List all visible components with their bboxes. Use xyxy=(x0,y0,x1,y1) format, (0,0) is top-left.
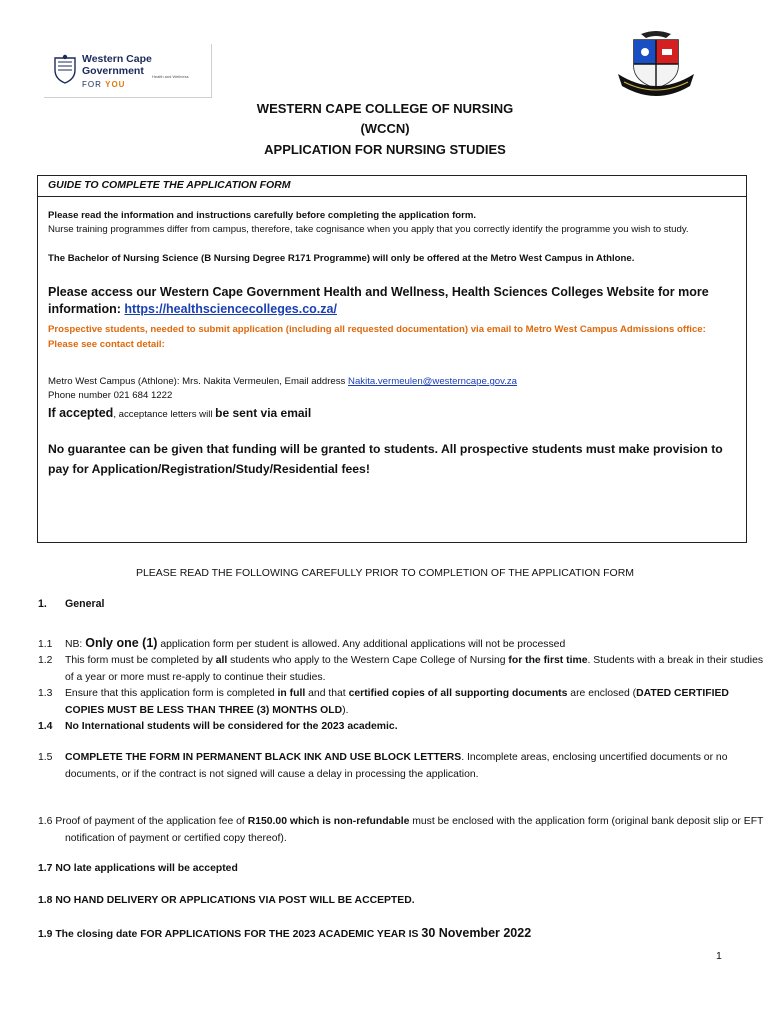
item-number: 1.1 xyxy=(38,639,53,650)
item-bold: for the first time xyxy=(508,655,588,666)
guide-paragraph-bnursing: The Bachelor of Nursing Science (B Nursing Degree R171 Programme) will only be offered at the Metro West Campus in Athlone. xyxy=(48,253,635,264)
item-bold: DATED CERTIFIED COPIES MUST BE LESS THAN THREE (3) MONTHS OLD xyxy=(65,688,729,716)
item-1-3 xyxy=(38,686,765,719)
guide-phone: Phone number 021 684 1222 xyxy=(48,390,173,401)
guide-contact xyxy=(48,375,738,390)
guide-paragraph-programmes: Nurse training programmes differ from campus, therefore, take cognisance when you apply that you correctly identify the programme you wish to study. xyxy=(48,224,689,235)
item-text: students who apply to the Western Cape College of Nursing xyxy=(227,655,509,666)
western-cape-government-logo xyxy=(44,44,212,98)
logo-for: FOR xyxy=(82,80,102,89)
guide-paragraph-website xyxy=(48,284,738,318)
acceptance-bold-a: If accepted xyxy=(48,406,114,420)
guide-heading: GUIDE TO COMPLETE THE APPLICATION FORM xyxy=(48,179,291,191)
contact-text: Metro West Campus (Athlone): Mrs. Nakita Vermeulen, Email address xyxy=(48,376,349,387)
section-number: 1. xyxy=(38,598,47,610)
item-bold: COMPLETE THE FORM IN PERMANENT BLACK INK AND USE BLOCK LETTERS xyxy=(65,752,462,763)
item-1-2 xyxy=(38,653,765,686)
guide-paragraph-submission: Prospective students, needed to submit application (including all requested documentation) via email to Metro West Campus Admissions office: Please see contact detail: xyxy=(48,324,706,350)
item-1-1 xyxy=(38,635,765,654)
item-bold: in full xyxy=(277,688,306,699)
guide-acceptance xyxy=(48,405,738,423)
guide-paragraph-instructions: Please read the information and instructions carefully before completing the application form. xyxy=(48,210,477,221)
item-text: Ensure that this application form is completed xyxy=(65,688,278,699)
read-carefully-notice: PLEASE READ THE FOLLOWING CAREFULLY PRIOR TO COMPLETION OF THE APPLICATION FORM xyxy=(135,567,635,579)
item-bold: Only one (1) xyxy=(85,636,158,650)
item-bold: R150.00 which is non-refundable xyxy=(247,816,410,827)
item-1-6 xyxy=(38,814,765,847)
website-text: Please access our Western Cape Government Health and Wellness, Health Sciences Colleges Website for more information: xyxy=(48,285,709,316)
website-link[interactable]: https://healthsciencecolleges.co.za/ xyxy=(124,302,337,316)
item-text: application form per student is allowed. Any additional applications will not be processed xyxy=(157,639,566,650)
acceptance-bold-b: be sent via email xyxy=(215,406,312,420)
college-seal-icon xyxy=(606,26,706,96)
item-1-7: 1.7 NO late applications will be accepted xyxy=(38,863,238,874)
item-1-8: 1.8 NO HAND DELIVERY OR APPLICATIONS VIA POST WILL BE ACCEPTED. xyxy=(38,895,415,906)
item-number: 1.4 xyxy=(38,721,53,732)
item-1-5 xyxy=(38,750,765,783)
item-1-9 xyxy=(38,925,738,944)
logo-line-for-you xyxy=(82,80,125,89)
item-text: 1.9 The closing date FOR APPLICATIONS FOR THE 2023 ACADEMIC YEAR IS xyxy=(38,929,422,940)
contact-email-link[interactable]: Nakita.vermeulen@westerncape.gov.za xyxy=(348,376,518,387)
form-title: APPLICATION FOR NURSING STUDIES xyxy=(264,142,506,157)
logo-line-western-cape: Western Cape xyxy=(82,53,152,65)
item-text: are enclosed ( xyxy=(567,688,637,699)
item-text: NB: xyxy=(65,639,86,650)
item-bold: all xyxy=(215,655,228,666)
guide-funding-warning: No guarantee can be given that funding will be granted to students. All prospective students must make provision to pay for Application/Registration/Study/Residential fees! xyxy=(48,442,723,476)
item-bold: certified copies of all supporting documents xyxy=(348,688,568,699)
college-abbreviation: (WCCN) xyxy=(360,121,410,136)
item-text: must be enclosed with the application form (original bank deposit slip or EFT notification of payment or certified copy thereof). xyxy=(65,816,764,844)
logo-line-health: Health and Wellness xyxy=(152,74,189,79)
item-1-4 xyxy=(38,719,765,736)
college-title: WESTERN CAPE COLLEGE OF NURSING xyxy=(256,101,514,116)
logo-line-government: Government xyxy=(82,65,144,77)
item-text: and that xyxy=(305,688,349,699)
closing-date: 30 November 2022 xyxy=(421,926,532,940)
item-number: 1.5 xyxy=(38,752,53,763)
item-text: No International students will be considered for the 2023 academic. xyxy=(65,721,398,732)
item-text: . Students with a break in their studies of a year or more must re-apply to continue their studies. xyxy=(65,655,764,683)
item-text: 1.6 Proof of payment of the application fee of xyxy=(38,816,248,827)
coat-of-arms-icon xyxy=(52,54,78,84)
acceptance-text: , acceptance letters will xyxy=(113,409,216,420)
item-number: 1.3 xyxy=(38,688,53,699)
item-number: 1.2 xyxy=(38,655,53,666)
section-heading xyxy=(38,598,104,610)
logo-you: YOU xyxy=(105,80,126,89)
page-number: 1 xyxy=(716,950,722,962)
item-text: This form must be completed by xyxy=(65,655,216,666)
section-title: General xyxy=(65,598,105,610)
item-text: ). xyxy=(342,704,349,716)
item-text: . Incomplete areas, enclosing uncertified documents or no documents, or if the contract is not signed will cause a delay in processing the application. xyxy=(65,752,728,780)
